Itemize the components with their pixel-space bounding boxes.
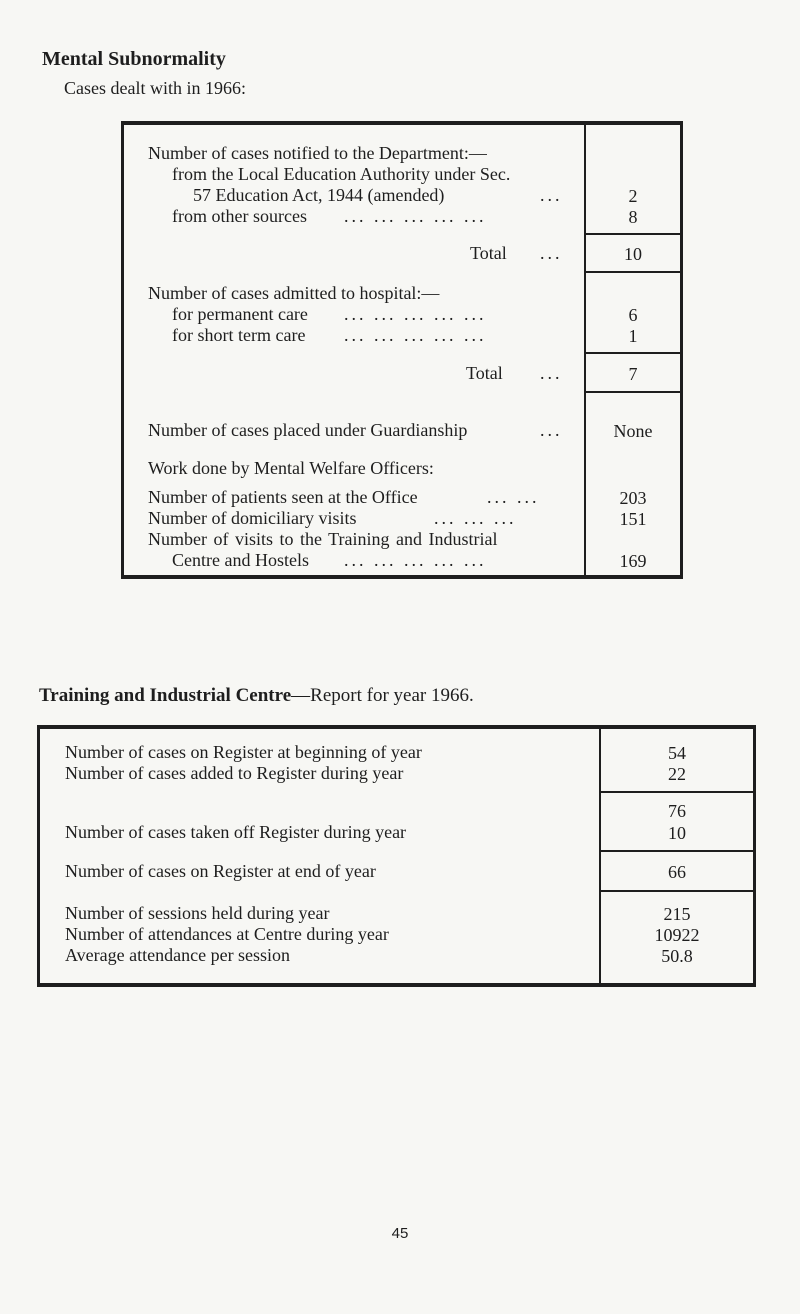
notified-label: Number of cases notified to the Department:—	[148, 143, 487, 163]
guardianship-value: None	[613, 421, 653, 441]
welfare-domiciliary-label: Number of domiciliary visits	[148, 508, 357, 528]
leader-dots: ... ...	[487, 487, 540, 507]
added-value: 22	[668, 764, 686, 784]
welfare-visits-value: 169	[619, 551, 647, 571]
cases-table	[121, 121, 683, 579]
admitted-label: Number of cases admitted to hospital:—	[148, 283, 440, 303]
total-rule-top	[584, 352, 680, 354]
end-rule-top	[599, 850, 753, 852]
leader-dots: ...	[540, 185, 563, 205]
end-rule-bottom	[599, 890, 753, 892]
page-subheading: Cases dealt with in 1966:	[64, 78, 246, 98]
attendances-value: 10922	[654, 925, 700, 945]
notified-total-label: Total	[470, 243, 507, 263]
taken-off-label: Number of cases taken off Register during year	[65, 822, 407, 842]
notified-total-value: 10	[624, 244, 642, 264]
taken-off-value: 10	[668, 823, 686, 843]
admitted-short-label: for short term care	[172, 325, 306, 345]
leader-dots: ... ... ... ... ...	[344, 304, 487, 324]
section-title-bold: Training and Industrial Centre	[39, 685, 292, 706]
admitted-permanent-label: for permanent care	[172, 304, 308, 324]
page-heading: Mental Subnormality	[42, 48, 226, 70]
leader-dots: ... ... ... ... ...	[344, 206, 487, 226]
subtotal-rule	[599, 791, 753, 793]
admitted-total-label: Total	[466, 363, 503, 383]
notified-lea-value: 2	[628, 186, 638, 206]
welfare-label: Work done by Mental Welfare Officers:	[148, 458, 434, 478]
leader-dots: ...	[540, 420, 563, 440]
guardianship-label: Number of cases placed under Guardianship	[148, 420, 468, 440]
sessions-value: 215	[663, 904, 691, 924]
leader-dots: ...	[540, 363, 563, 383]
register-end-label: Number of cases on Register at end of year	[65, 861, 376, 881]
leader-dots: ... ... ... ... ...	[344, 550, 487, 570]
admitted-permanent-value: 6	[628, 305, 638, 325]
welfare-domiciliary-value: 151	[619, 509, 647, 529]
attendances-label: Number of attendances at Centre during year	[65, 924, 389, 944]
section-title	[39, 685, 474, 707]
notified-other-value: 8	[628, 207, 638, 227]
leader-dots: ... ... ... ... ...	[344, 325, 487, 345]
average-value: 50.8	[661, 946, 693, 966]
total-rule-bottom	[584, 271, 680, 273]
average-label: Average attendance per session	[65, 945, 291, 965]
leader-dots: ... ... ...	[434, 508, 517, 528]
subtotal-value: 76	[668, 801, 686, 821]
sessions-label: Number of sessions held during year	[65, 903, 330, 923]
welfare-office-label: Number of patients seen at the Office	[148, 487, 418, 507]
welfare-office-value: 203	[619, 488, 647, 508]
register-begin-label: Number of cases on Register at beginning of year	[65, 742, 422, 762]
register-begin-value: 54	[668, 743, 686, 763]
total-rule-top	[584, 233, 680, 235]
leader-dots: ...	[540, 243, 563, 263]
total-rule-bottom	[584, 391, 680, 393]
register-end-value: 66	[668, 862, 686, 882]
welfare-visits-line1: Number of visits to the Training and Industrial	[148, 529, 498, 549]
notified-other-label: from other sources	[172, 206, 307, 226]
welfare-visits-line2: Centre and Hostels	[172, 550, 309, 570]
page-number: 45	[391, 1225, 409, 1242]
added-label: Number of cases added to Register during year	[65, 763, 404, 783]
notified-lea-line1: from the Local Education Authority under Sec.	[172, 164, 511, 184]
admitted-short-value: 1	[628, 326, 638, 346]
training-centre-table	[37, 725, 756, 987]
admitted-total-value: 7	[628, 364, 638, 384]
notified-lea-line2: 57 Education Act, 1944 (amended)	[193, 185, 445, 205]
section-title-rest: —Report for year 1966.	[291, 685, 474, 706]
